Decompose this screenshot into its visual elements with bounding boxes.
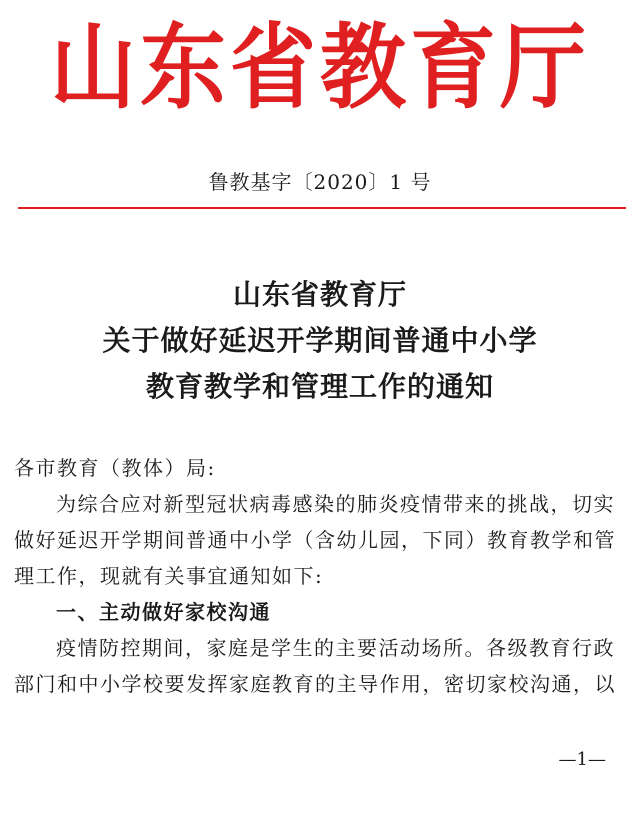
document-body bbox=[14, 450, 630, 702]
notice-title bbox=[0, 272, 640, 410]
red-divider-line bbox=[18, 207, 626, 209]
notice-title-line-2: 关于做好延迟开学期间普通中小学 bbox=[102, 324, 538, 357]
section-heading-1: 一、主动做好家校沟通 bbox=[56, 600, 271, 624]
salutation: 各市教育（教体）局: bbox=[14, 456, 216, 480]
document-number: 鲁教基字〔2020〕1 号 bbox=[208, 170, 432, 194]
notice-title-line-3: 教育教学和管理工作的通知 bbox=[145, 370, 494, 403]
section-1-paragraph: 疫情防控期间，家庭是学生的主要活动场所。各级教育行政部门和中小学校要发挥家庭教育的主导作用，密切家校沟通，以 bbox=[14, 636, 616, 696]
intro-paragraph: 为综合应对新型冠状病毒感染的肺炎疫情带来的挑战，切实做好延迟开学期间普通中小学（含幼儿园，下同）教育教学和管理工作，现就有关事宜通知如下: bbox=[14, 492, 616, 588]
notice-title-line-1: 山东省教育厅 bbox=[232, 278, 407, 311]
issuing-authority-heading: 山东省教育厅 bbox=[50, 14, 590, 123]
page-number: —1— bbox=[558, 749, 606, 770]
